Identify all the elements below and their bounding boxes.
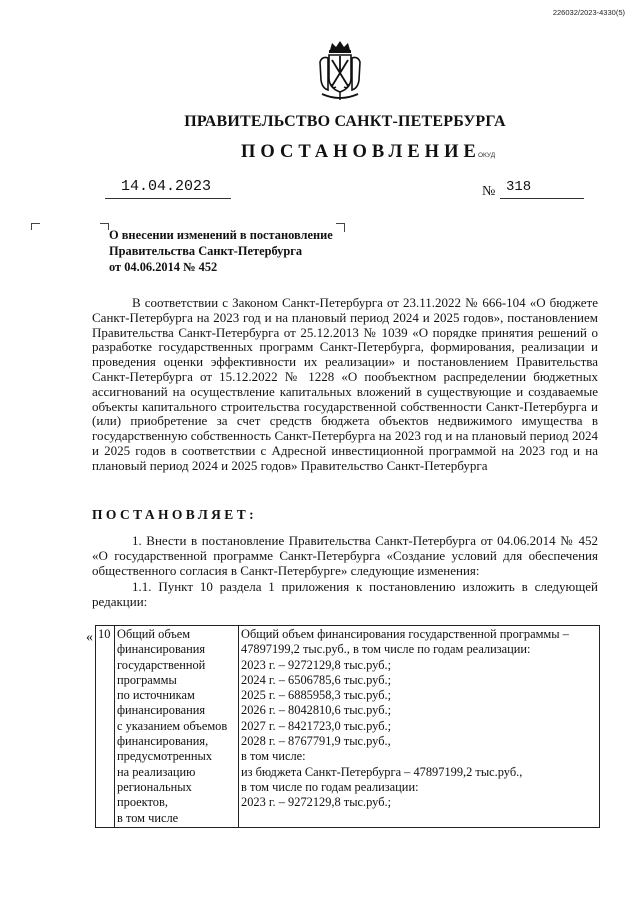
- subject-line: О внесении изменений в постановление: [109, 228, 333, 242]
- value-line: 2024 г. – 6506785,6 тыс.руб.;: [241, 672, 392, 687]
- document-date: 14.04.2023: [121, 178, 212, 195]
- value-line: из бюджета Санкт-Петербурга – 47897199,2 тыс.руб.,: [241, 764, 523, 779]
- financing-table: [95, 625, 600, 828]
- name-line: в том числе: [117, 810, 179, 825]
- row-number: 10: [98, 627, 111, 641]
- name-line: финансирования: [117, 703, 206, 718]
- date-underline: [105, 198, 231, 199]
- item-1-1-paragraph: 1.1. Пункт 10 раздела 1 приложения к постановлению изложить в следующей редакции:: [92, 579, 598, 609]
- name-line: проектов,: [117, 795, 168, 810]
- value-line: 2023 г. – 9272129,8 тыс.руб.;: [241, 657, 392, 672]
- row-name-cell: [115, 626, 239, 828]
- value-line: 2025 г. – 6885958,3 тыс.руб.;: [241, 688, 392, 703]
- number-underline: [500, 198, 584, 199]
- name-line: на реализацию: [117, 764, 196, 779]
- name-line: финансирования: [117, 642, 206, 657]
- value-line: 2028 г. – 8767791,9 тыс.руб.,: [241, 734, 391, 749]
- value-line: 2027 г. – 8421723,0 тыс.руб.;: [241, 718, 392, 733]
- value-line: 2026 г. – 8042810,6 тыс.руб.;: [241, 703, 392, 718]
- table-open-quote: «: [86, 630, 93, 645]
- number-label: №: [482, 184, 496, 199]
- name-line: по источникам: [117, 688, 195, 703]
- subject-bracket-left: [100, 223, 109, 230]
- government-name: ПРАВИТЕЛЬСТВО САНКТ-ПЕТЕРБУРГА: [184, 113, 506, 130]
- table-row: [96, 626, 600, 828]
- item-1-paragraph: 1. Внести в постановление Правительства Санкт-Петербурга от 04.06.2014 № 452 «О государственной программе Санкт-Петербурга «Создание условий для обеспечения общественного согласия в Санкт-Петербурге» следующие изменения:: [92, 533, 598, 578]
- name-line: Общий объем: [117, 627, 191, 641]
- resolves-heading: ПОСТАНОВЛЯЕТ:: [92, 507, 258, 522]
- value-line: 47897199,2 тыс.руб., в том числе по годам реализации:: [241, 642, 531, 657]
- name-line: предусмотренных: [117, 749, 213, 764]
- subject-line: Правительства Санкт-Петербурга: [109, 244, 303, 258]
- document-title: ПОСТАНОВЛЕНИЕ: [241, 142, 481, 162]
- document-subject: [109, 227, 349, 275]
- name-line: региональных: [117, 779, 192, 794]
- value-line: 2023 г. – 9272129,8 тыс.руб.;: [241, 795, 392, 810]
- name-line: программы: [117, 672, 177, 687]
- name-line: государственной: [117, 657, 206, 672]
- preamble-paragraph: В соответствии с Законом Санкт-Петербурга от 23.11.2022 № 666-104 «О бюджете Санкт-Петербурга на 2023 год и на плановый период 2024 и 2025 годов», постановлением Правительства Санкт-Петербурга от 25.12.2013 № 1039 «О порядке принятия решений о разработке государственных программ Санкт-Петербурга, формирования, реализации и проведения оценки эффективности их реализации» и постановлением Правительства Санкт-Петербурга от 15.12.2022 № 1228 «О пообъектном распределении бюджетных ассигнований на осуществление капитальных вложений в существующие и создаваемые объекты капитального строительства государственной собственности Санкт-Петербурга и (или) приобретение за счет средств бюджета объектов недвижимого имущества в государственную собственность Санкт-Петербурга на 2023 год и на плановый период 2024 и 2025 годов в соответствии с Адресной инвестиционной программой на 2023 год и на плановый период 2024 и 2025 годов» Правительство Санкт-Петербурга: [92, 295, 598, 473]
- name-line: финансирования,: [117, 734, 209, 749]
- value-line: в том числе по годам реализации:: [241, 779, 419, 794]
- value-line: Общий объем финансирования государственной программы –: [241, 627, 569, 641]
- document-number-value: 318: [506, 179, 532, 195]
- value-line: в том числе:: [241, 749, 306, 764]
- okud-label: ОКУД: [478, 152, 496, 159]
- row-value-cell: [239, 626, 600, 828]
- row-number-cell: [96, 626, 115, 828]
- document-number: 226032/2023-4330(5): [552, 8, 625, 17]
- name-line: с указанием объемов: [117, 718, 228, 733]
- subject-line: от 04.06.2014 № 452: [109, 260, 218, 274]
- coat-of-arms-icon: [318, 40, 362, 102]
- subject-bracket-left-outer: [31, 223, 40, 230]
